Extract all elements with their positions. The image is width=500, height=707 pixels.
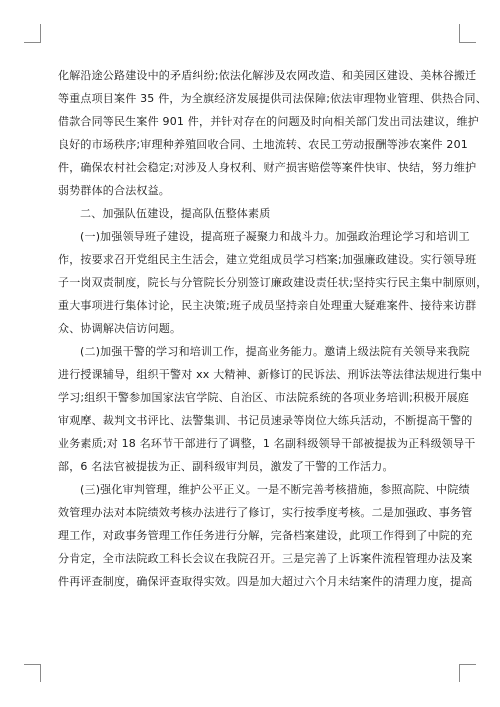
text-line: 作，按要求召开党组民主生活会，建立党组成员学习档案;加强廉政建设。实行领导班 [58,253,477,266]
text-line: 众、协调解决信访问题。 [58,322,182,335]
text-line: 重大事项进行集体讨论，民主决策;班子成员坚持亲自处理重大疑难案件、接待来访群 [58,299,477,312]
text-line: 良好的市场秩序;审理种养殖回收合同、土地流转、农民工劳动报酬等涉农案件 201 [58,138,468,151]
text-line: 业务素质;对 18 名环节干部进行了调整，1 名副科级领导干部被提拔为正科级领导干 [58,437,476,450]
text-line: 审观摩、裁判文书评比、法警集训、书记员速录等岗位大练兵活动，不断提高干警的 [58,414,473,427]
text-line: 二、加强队伍建设，提高队伍整体素质 [80,207,271,220]
text-line: 借款合同等民生案件 901 件，并针对存在的问题及时向相关部门发出司法建议，维护 [58,115,479,128]
text-line: 弱势群体的合法权益。 [58,184,170,197]
crop-mark-top-left [24,42,41,43]
crop-mark-bottom-right [459,664,476,665]
text-line: 件再评查制度，确保评查取得实效。四是加大超过六个月未结案件的清理力度，提高 [58,575,473,588]
crop-mark-top-right [459,24,460,42]
text-line: 进行授课辅导，组织干警对 xx 大精神、新修订的民诉法、刑诉法等法律法规进行集中 [58,368,483,381]
crop-mark-top-left [40,24,41,42]
document-body [58,64,488,593]
text-line: (一)加强领导班子建设，提高班子凝聚力和战斗力。加强政治理论学习和培训工 [80,230,470,243]
text-line: 分肯定，全市法院政工科长会议在我院召开。三是完善了上诉案件流程管理办法及案 [58,552,473,565]
text-line: 部，6 名法官被提拔为正、副科级审判员，激发了干警的工作活力。 [58,460,394,473]
text-line: 等重点项目案件 35 件，为全旗经济发展提供司法保障;依法审理物业管理、供热合同、 [58,92,487,105]
text-line: 件，确保农村社会稳定;对涉及人身权利、财产损害赔偿等案件快审、快结，努力维护 [58,161,477,174]
crop-mark-bottom-right [459,664,460,682]
text-line: 理工作，对政事务管理工作任务进行分解，完备档案建设，此项工作得到了中院的充 [58,529,473,542]
crop-mark-top-right [459,42,476,43]
crop-mark-bottom-left [24,664,41,665]
text-line: (二)加强干警的学习和培训工作，提高业务能力。邀请上级法院有关领导来我院 [80,345,470,358]
text-line: 化解沿途公路建设中的矛盾纠纷;依法化解涉及农网改造、和美园区建设、美林谷搬迁 [58,69,477,82]
crop-mark-bottom-left [40,664,41,682]
text-line: 效管理办法对本院绩效考核办法进行了修订，实行按季度考核。二是加强政、事务管 [58,506,473,519]
text-line: (三)强化审判管理，维护公平正义。一是不断完善考核措施，参照高院、中院绩 [80,483,470,496]
text-line: 子一岗双责制度，院长与分管院长分别签订廉政建设责任状;坚持实行民主集中制原则， [58,276,488,289]
text-line: 学习;组织干警参加国家法官学院、自治区、市法院系统的各项业务培训;积极开展庭 [58,391,470,404]
